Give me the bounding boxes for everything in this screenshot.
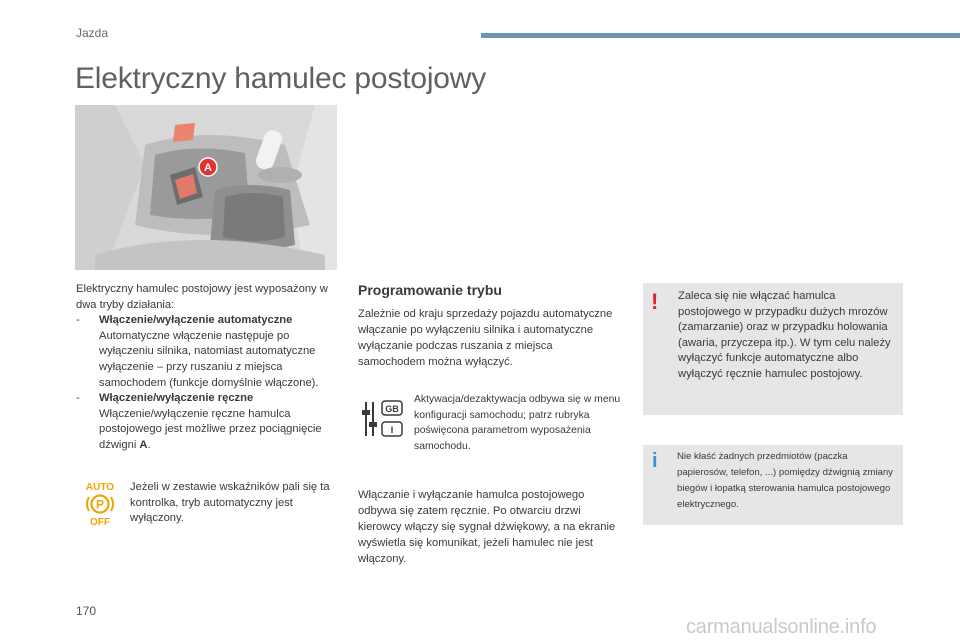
mode-automatic-title: Włączenie/wyłączenie automatyczne <box>99 314 293 327</box>
lever-a-ref: A <box>139 438 148 451</box>
modes-intro: Elektryczny hamulec postojowy jest wyposażony w dwa tryby działania: <box>76 283 328 311</box>
warning-exclamation-icon: ! <box>651 289 659 314</box>
p-icon-label: P <box>95 497 105 512</box>
mode-manual-body <box>99 407 338 454</box>
page-number: 170 <box>76 604 97 618</box>
auto-p-off-icon <box>80 480 120 526</box>
mode-automatic-body: Automatyczne włączenie następuje po wyłączeniu silnika, natomiast automatyczne wyłączenie – przy ruszaniu z miejsca samochodem (funkcje domyślnie włączone). <box>99 329 319 389</box>
warning-text: Zaleca się nie włączać hamulca postojowego w przypadku dużych mrozów (zamarzanie) oraz w przypadku holowania (awaria, przyczepa itp.). W tym celu należy wyłączyć funkcje automatyczne albo wyłączyć ręcznie hamulec postojowy. <box>678 290 891 380</box>
modes-description <box>76 282 338 454</box>
list-dash: - <box>76 314 80 327</box>
auto-off-text: Jeżeli w zestawie wskaźników pali się ta kontrolka, tryb automatyczny jest wyłączony. <box>130 481 330 525</box>
watermark: carmanualsonline.info <box>686 616 877 638</box>
callout-label-a: A <box>204 162 212 174</box>
info-i-icon: i <box>652 450 658 472</box>
programming-paragraph-2: Włączanie i wyłączanie hamulca postojowego odbywa się zatem ręcznie. Po otwarciu drzwi kierowcy włączy się sygnał dźwiękowy, a na ekranie wyświetla się komunikat, jeżeli hamulec nie jest włączony. <box>358 489 616 565</box>
off-icon-label: OFF <box>90 517 110 526</box>
auto-icon-label: AUTO <box>85 482 115 493</box>
list-dash: - <box>76 392 80 405</box>
mode-manual-text: Włączenie/wyłączenie ręczne hamulca postojowego jest możliwe przez pociągnięcie dźwigni <box>99 407 322 451</box>
config-menu-text: Aktywacja/dezaktywacja odbywa się w menu konfiguracji samochodu; patrz rubryka poświęcona parametrom wyposażenia samochodu. <box>414 394 621 452</box>
info-text: Nie kłaść żadnych przedmiotów (paczka papierosów, telefon, ...) pomiędzy dźwignią zmiany biegów i łopatką sterowania hamulca postojowego elektrycznego. <box>677 451 893 510</box>
section-label: Jazda <box>76 26 109 40</box>
auto-off-note <box>80 480 340 530</box>
page-title: Elektryczny hamulec postojowy <box>75 62 487 95</box>
gb-icon-label: GB <box>385 404 399 414</box>
mode-manual-title: Włączenie/wyłączenie ręczne <box>99 392 254 405</box>
programming-paragraph-1: Zależnie od kraju sprzedaży pojazdu automatyczne włączanie po wyłączeniu silnika i automatyczne wyłączanie podczas ruszania z miejsca samochodem można wyłączyć. <box>358 308 613 368</box>
parking-brake-illustration <box>75 105 337 270</box>
i-icon-label: I <box>390 425 394 435</box>
config-menu-note <box>358 392 622 458</box>
header-accent-bar <box>481 33 960 38</box>
mode-automatic <box>76 313 338 391</box>
mode-manual-end: . <box>147 438 151 451</box>
programming-heading: Programowanie trybu <box>358 282 502 298</box>
settings-menu-icon <box>360 398 404 440</box>
mode-manual <box>76 391 338 453</box>
